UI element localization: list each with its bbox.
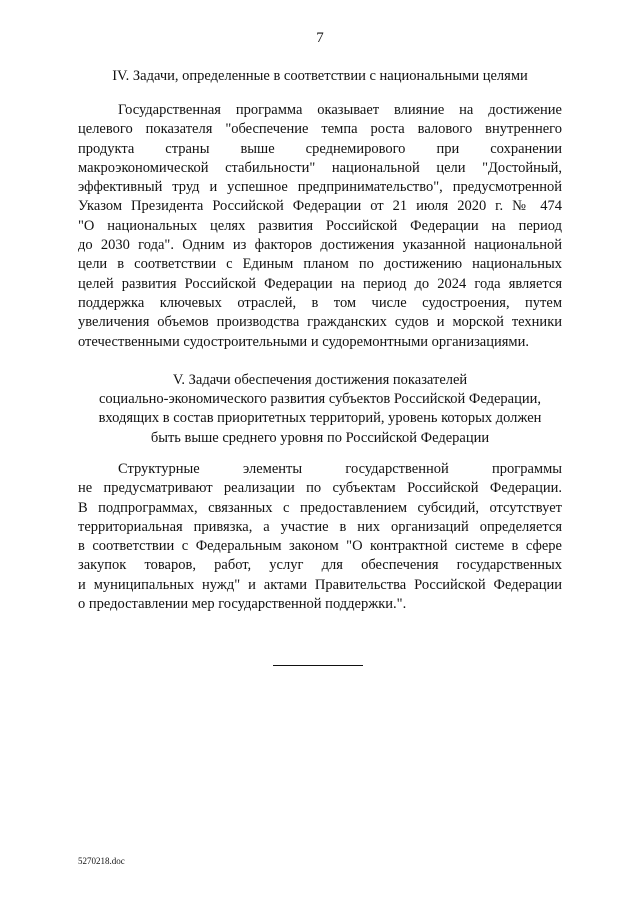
document-code: 5270218.doc — [78, 856, 125, 866]
paragraph-line: до 2030 года". Одним из факторов достижения указанной национальной — [78, 237, 562, 254]
paragraph-line: увеличения объемов производства гражданских судов и морской техники — [78, 314, 562, 331]
section-5-heading-line: входящих в состав приоритетных территорий, уровень которых должен — [98, 410, 542, 427]
paragraph-line: Структурные элементы государственной программы — [118, 461, 562, 477]
paragraph-line: макроэкономической стабильности" национальной цели "Достойный, — [78, 159, 562, 176]
end-divider — [273, 665, 363, 666]
paragraph-line: закупок товаров, работ, услуг для обеспечения государственных — [78, 557, 562, 574]
paragraph-line: о предоставлении мер государственной поддержки.". — [78, 596, 407, 613]
paragraph-line: В подпрограммах, связанных с предоставлением субсидий, отсутствует — [78, 499, 562, 516]
paragraph-line: эффективный труд и успешное предпринимательство", предусмотренной — [78, 179, 562, 196]
paragraph-line: в соответствии с Федеральным законом "О контрактной системе в сфере — [78, 538, 562, 555]
section-5-heading-line: социально-экономического развития субъектов Российской Федерации, — [98, 391, 542, 408]
paragraph-line: цели в соответствии с Единым планом по достижению национальных — [78, 256, 562, 273]
paragraph-line: продукта страны выше среднемирового при сохранении — [78, 140, 562, 157]
paragraph-line: целевого показателя "обеспечение темпа роста валового внутреннего — [78, 121, 562, 138]
section-5-heading — [78, 371, 562, 448]
paragraph-line: "О национальных целях развития Российской Федерации на период — [78, 217, 562, 234]
paragraph-line: отечественными судостроительными и судоремонтными организациями. — [78, 333, 529, 350]
section-4-heading — [78, 67, 562, 86]
paragraph-line: территориальная привязка, а участие в них организаций определяется — [78, 518, 562, 535]
paragraph-line: целей развития Российской Федерации на период до 2024 года является — [78, 275, 562, 292]
section-5-paragraph — [78, 460, 562, 614]
paragraph-line: Указом Президента Российской Федерации от 21 июля 2020 г. № 474 — [78, 198, 562, 215]
section-5-heading-line: V. Задачи обеспечения достижения показателей — [172, 372, 468, 388]
paragraph-line: Государственная программа оказывает влияние на достижение — [118, 102, 562, 118]
paragraph-line: поддержка ключевых отраслей, в том числе судостроения, путем — [78, 294, 562, 311]
paragraph-line: не предусматривают реализации по субъектам Российской Федерации. — [78, 480, 562, 497]
paragraph-line: и муниципальных нужд" и актами Правительства Российской Федерации — [78, 576, 562, 593]
page-number: 7 — [316, 30, 324, 46]
section-5-heading-line: быть выше среднего уровня по Российской Федерации — [150, 429, 490, 446]
section-4-paragraph — [78, 101, 562, 352]
section-4-heading-text: IV. Задачи, определенные в соответствии с национальными целями — [112, 68, 528, 84]
